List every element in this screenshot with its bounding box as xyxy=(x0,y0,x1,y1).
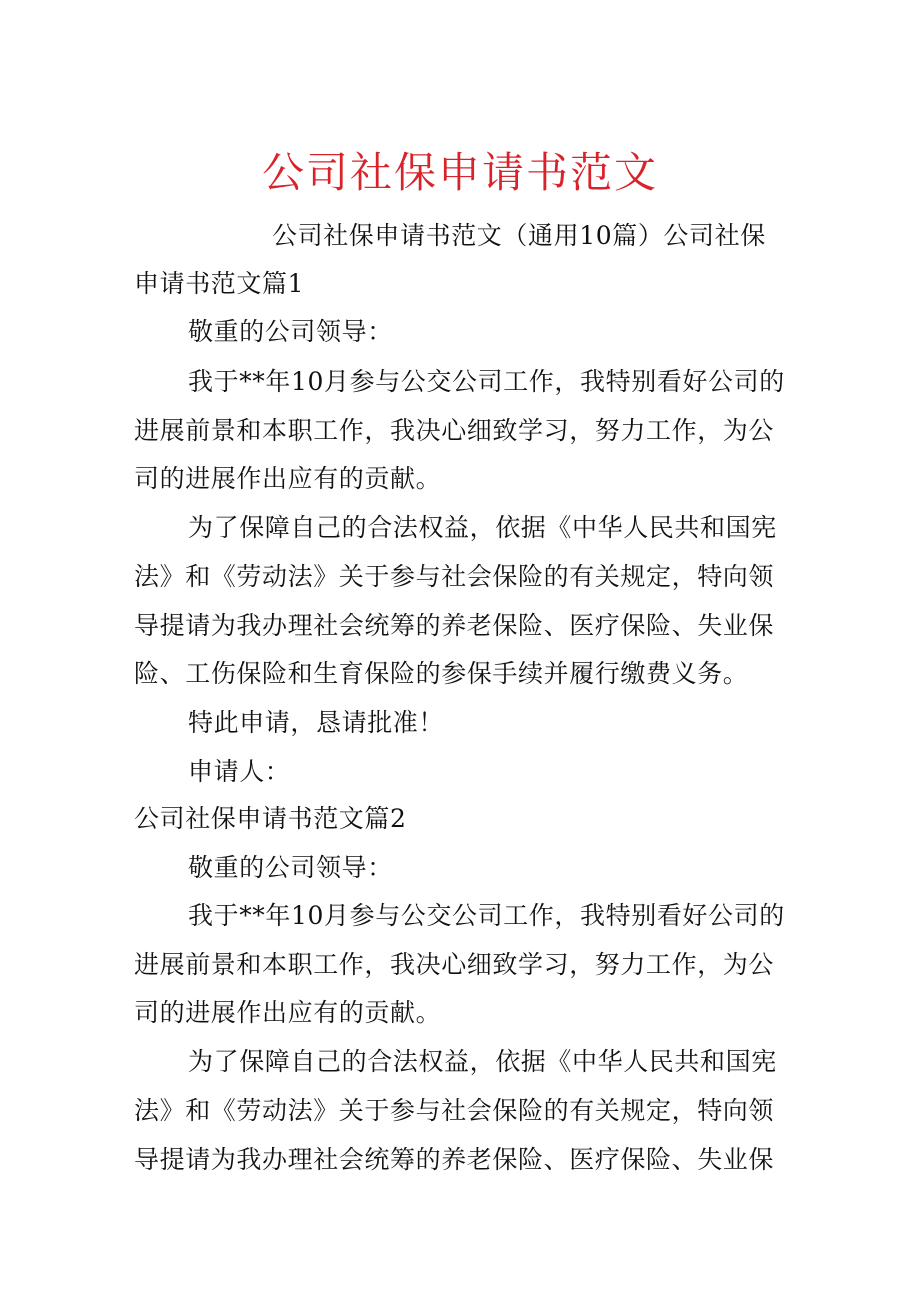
paragraph-line: 司的进展作出应有的贡献。 xyxy=(134,464,442,493)
paragraph-line: 我于**年10月参与公交公司工作，我特别看好公司的 xyxy=(188,367,785,396)
intro-line: 公司社保申请书范文（通用10篇）公司社保 xyxy=(272,221,766,250)
request-line: 特此申请，恳请批准！ xyxy=(188,708,445,737)
paragraph-line: 为了保障自己的合法权益，依据《中华人民共和国宪 xyxy=(188,1047,777,1076)
applicant-line: 申请人： xyxy=(188,757,291,786)
paragraph-line: 进展前景和本职工作，我决心细致学习，努力工作，为公 xyxy=(134,416,775,445)
salutation-2: 敬重的公司领导： xyxy=(188,853,393,882)
document-title: 公司社保申请书范文 xyxy=(261,148,658,197)
paragraph-line: 导提请为我办理社会统筹的养老保险、医疗保险、失业保 xyxy=(134,1145,775,1174)
paragraph-line: 进展前景和本职工作，我决心细致学习，努力工作，为公 xyxy=(134,950,775,979)
paragraph-line: 我于**年10月参与公交公司工作，我特别看好公司的 xyxy=(188,901,785,930)
section-heading-1: 申请书范文篇1 xyxy=(134,269,305,298)
paragraph-line: 为了保障自己的合法权益，依据《中华人民共和国宪 xyxy=(188,513,777,542)
paragraph-line: 法》和《劳动法》关于参与社会保险的有关规定，特向领 xyxy=(134,562,775,591)
paragraph-line: 法》和《劳动法》关于参与社会保险的有关规定，特向领 xyxy=(134,1096,775,1125)
salutation-1: 敬重的公司领导： xyxy=(188,317,393,346)
paragraph-line: 导提请为我办理社会统筹的养老保险、医疗保险、失业保 xyxy=(134,611,775,640)
section-heading-2: 公司社保申请书范文篇2 xyxy=(134,804,407,833)
paragraph-line: 司的进展作出应有的贡献。 xyxy=(134,998,442,1027)
paragraph-line: 险、工伤保险和生育保险的参保手续并履行缴费义务。 xyxy=(134,659,749,688)
